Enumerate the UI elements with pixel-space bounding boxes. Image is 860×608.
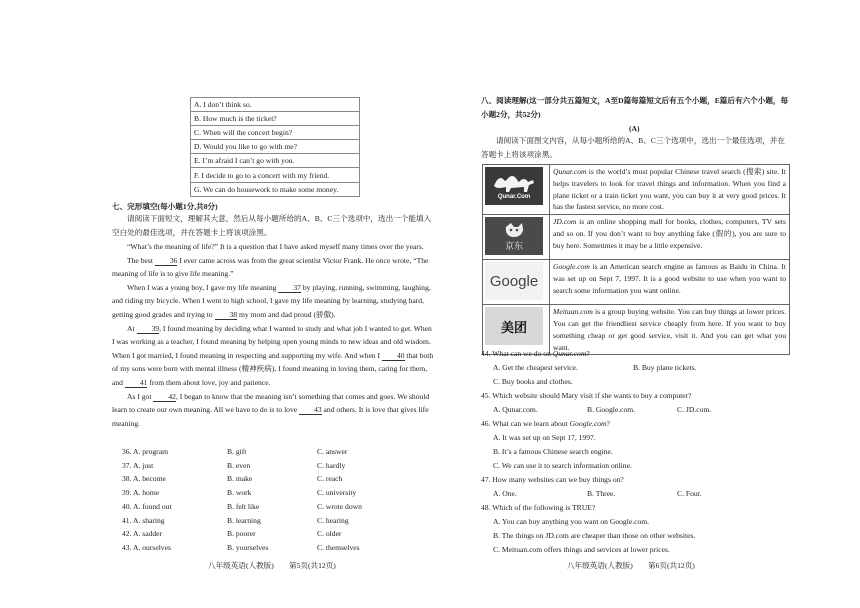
blank-37: 37 — [278, 283, 301, 293]
choice-36-b: B. gift — [227, 447, 247, 456]
right-page-footer: 八年级英语(人教版) 第6页(共12页) — [567, 561, 695, 570]
q48-option-a: A. You can buy anything you want on Google.com. — [493, 517, 650, 526]
q44-option-c: C. Buy books and clothes. — [493, 377, 573, 386]
google-logo: Google — [485, 262, 543, 300]
blank-36: 36 — [155, 256, 178, 266]
camel-icon — [491, 172, 537, 194]
choice-40-b: B. felt like — [227, 501, 260, 511]
cloze-instruction: 请阅读下面短文，理解其大意，然后从每小题所给的A、B、C三个选项中，选出一个能填入空白处的最佳选项，并在答题卡上将该项涂黑。 — [112, 214, 432, 237]
websites-table — [482, 164, 790, 355]
cloze-section-title: 七、完形填空(每小题1分,共8分) — [112, 202, 218, 211]
choice-39-a: 39. A. home — [122, 488, 160, 498]
q44-option-b: B. Buy plane tickets. — [633, 363, 697, 372]
passage-paragraph-1: “What’s the meaning of life?” It is a question that I have asked myself many times over the years. — [127, 242, 424, 251]
choice-43-c: C. themselves — [317, 542, 360, 552]
choice-42-b: B. poorer — [227, 529, 256, 539]
choice-37-a: 37. A. just — [122, 460, 154, 470]
option-a: A. I don’t think so. — [191, 98, 360, 112]
choice-41-c: C. hearing — [317, 515, 349, 525]
blank-38: 38 — [215, 310, 238, 320]
choice-40-c: C. wrote down — [317, 501, 362, 511]
site-row-google — [483, 260, 790, 305]
option-b: B. How much is the ticket? — [191, 112, 360, 126]
choice-38-a: 38. A. become — [122, 474, 166, 484]
part-a-label: (A) — [629, 124, 640, 133]
site-row-qunar — [483, 165, 790, 215]
passage-paragraph-4: At 39, I found meaning by deciding what I wanted to study and what job I wanted to get. When I was working as a teacher, I found meaning by helping open young minds to new ideas and old wisdom. When I got married, I found meaning in respecting and supporting my wife. And when I 40 that both of my sons were born with mental illness (精神疾病), I found meaning in loving them, caring for them, and 41 from them about love, joy and patience. — [112, 323, 434, 387]
option-f: F. I decide to go to a concert with my friend. — [191, 168, 360, 182]
site-row-meituan — [483, 305, 790, 355]
google-description: Google.com is an American search engine as famous as Baidu in China. It was set up on Sept 7, 1997. It is a good website to use when you want to search some information you want online. — [550, 260, 790, 305]
reading-section-title: 八、阅读理解(这一部分共五篇短文，A至D篇每篇短文后有五个小题，E篇后有六个小题，每小题2分，共52分) — [481, 96, 789, 119]
meituan-description: Meituan.com is a group buying website. You can buy things at lower prices. You can get the friendliest service cheaply from here. If you want to buy something cheap or get good service, visit it. And you can get what you want. — [550, 305, 790, 355]
question-45: 45. Which website should Mary visit if she wants to buy a computer? — [481, 391, 692, 400]
dog-icon — [502, 221, 526, 239]
choice-36-a: 36. A. program — [122, 447, 168, 456]
cloze-passage — [112, 240, 434, 430]
question-47: 47. How many websites can we buy things on? — [481, 475, 624, 484]
blank-40: 40 — [382, 351, 405, 361]
q46-option-b: B. It’s a famous Chinese search engine. — [493, 447, 613, 456]
option-c: C. When will the concert begin? — [191, 126, 360, 140]
option-d: D. Would you like to go with me? — [191, 140, 360, 154]
q45-option-c: C. JD.com. — [677, 405, 712, 414]
passage-paragraph-5: As I got 42, I began to know that the meaning isn’t something that comes and goes. We should learn to create our own meaning. All we have to do is to love 43 and others. It is love that gives life meaning. — [112, 391, 430, 428]
blank-39: 39 — [137, 324, 160, 334]
choice-42-c: C. older — [317, 529, 342, 539]
option-g: G. We can do housework to make some money. — [191, 182, 360, 196]
choice-39-c: C. university — [317, 488, 357, 498]
meituan-logo: 美团 — [485, 307, 543, 345]
reading-instruction: 请阅读下面图文内容，从每小题所给的A、B、C三个选项中，选出一个最佳选项，并在答题卡上将该项涂黑。 — [481, 136, 785, 159]
jd-dog-logo: 京东 — [485, 217, 543, 255]
qunar-camel-logo: Qunar.Com — [485, 167, 543, 205]
choice-37-c: C. hardly — [317, 460, 346, 470]
q46-option-c: C. We can use it to search information online. — [493, 461, 632, 470]
passage-paragraph-2: The best 36 I ever came across was from the great scientist Victor Frank. He once wrote, “The meaning of life is to give life meaning.” — [112, 255, 429, 279]
question-46: 46. What can we learn about Google.com? — [481, 419, 610, 428]
options-table — [190, 97, 360, 197]
q44-option-a: A. Get the cheapest service. — [493, 363, 578, 372]
q48-option-b: B. The things on JD.com are cheaper than those on other websites. — [493, 531, 696, 540]
q45-option-a: A. Qunar.com. — [493, 405, 538, 414]
choice-41-a: 41. A. sharing — [122, 515, 165, 525]
blank-42: 42 — [153, 392, 176, 402]
q46-option-a: A. It was set up on Sept 17, 1997. — [493, 433, 596, 442]
choice-42-a: 42. A. sadder — [122, 529, 163, 539]
choice-37-b: B. even — [227, 460, 251, 470]
choice-38-c: C. reach — [317, 474, 343, 484]
blank-43: 43 — [299, 405, 322, 415]
choice-36-c: C. answer — [317, 447, 348, 456]
jd-description: JD.com is an online shopping mall for books, clothes, computers, TV sets and so on. If you don’t want to buy anything fake (假的), you are sure to buy here. Sometimes it may be a little expensive. — [550, 215, 790, 260]
choice-43-a: 43. A. ourselves — [122, 542, 171, 552]
q47-option-b: B. Three. — [587, 489, 616, 498]
q48-option-c: C. Meituan.com offers things and services at lower prices. — [493, 545, 670, 554]
question-48: 48. Which of the following is TRUE? — [481, 503, 596, 512]
choice-38-b: B. make — [227, 474, 253, 484]
choice-40-a: 40. A. found out — [122, 501, 172, 511]
site-row-jd — [483, 215, 790, 260]
qunar-description: Qunar.com is the world’s most popular Chinese travel search (搜索) site. It helps travelers to look for travel things and information. When you find a plane ticket or a train ticket you want, you can buy it at very good prices. It has the fastest service, no more cost. — [550, 165, 790, 215]
question-44: 44. What can we do on Qunar.com? — [481, 349, 590, 358]
option-e: E. I’m afraid I can’t go with you. — [191, 154, 360, 168]
q47-option-a: A. One. — [493, 489, 517, 498]
passage-paragraph-3: When I was a young boy, I gave my life meaning 37 by playing, running, swimming, laughing, and riding my bicycle. When I went to high school, I gave my life meaning by learning, studying hard, getting good grades and trying to 38 my mom and dad proud (骄傲). — [112, 282, 431, 319]
blank-41: 41 — [125, 378, 148, 388]
choice-39-b: B. work — [227, 488, 252, 498]
q47-option-c: C. Four. — [677, 489, 702, 498]
left-page-footer: 八年级英语(人教版) 第5页(共12页) — [208, 561, 336, 570]
choice-41-b: B. learning — [227, 515, 261, 525]
q45-option-b: B. Google.com. — [587, 405, 636, 414]
choice-43-b: B. yourselves — [227, 542, 269, 552]
